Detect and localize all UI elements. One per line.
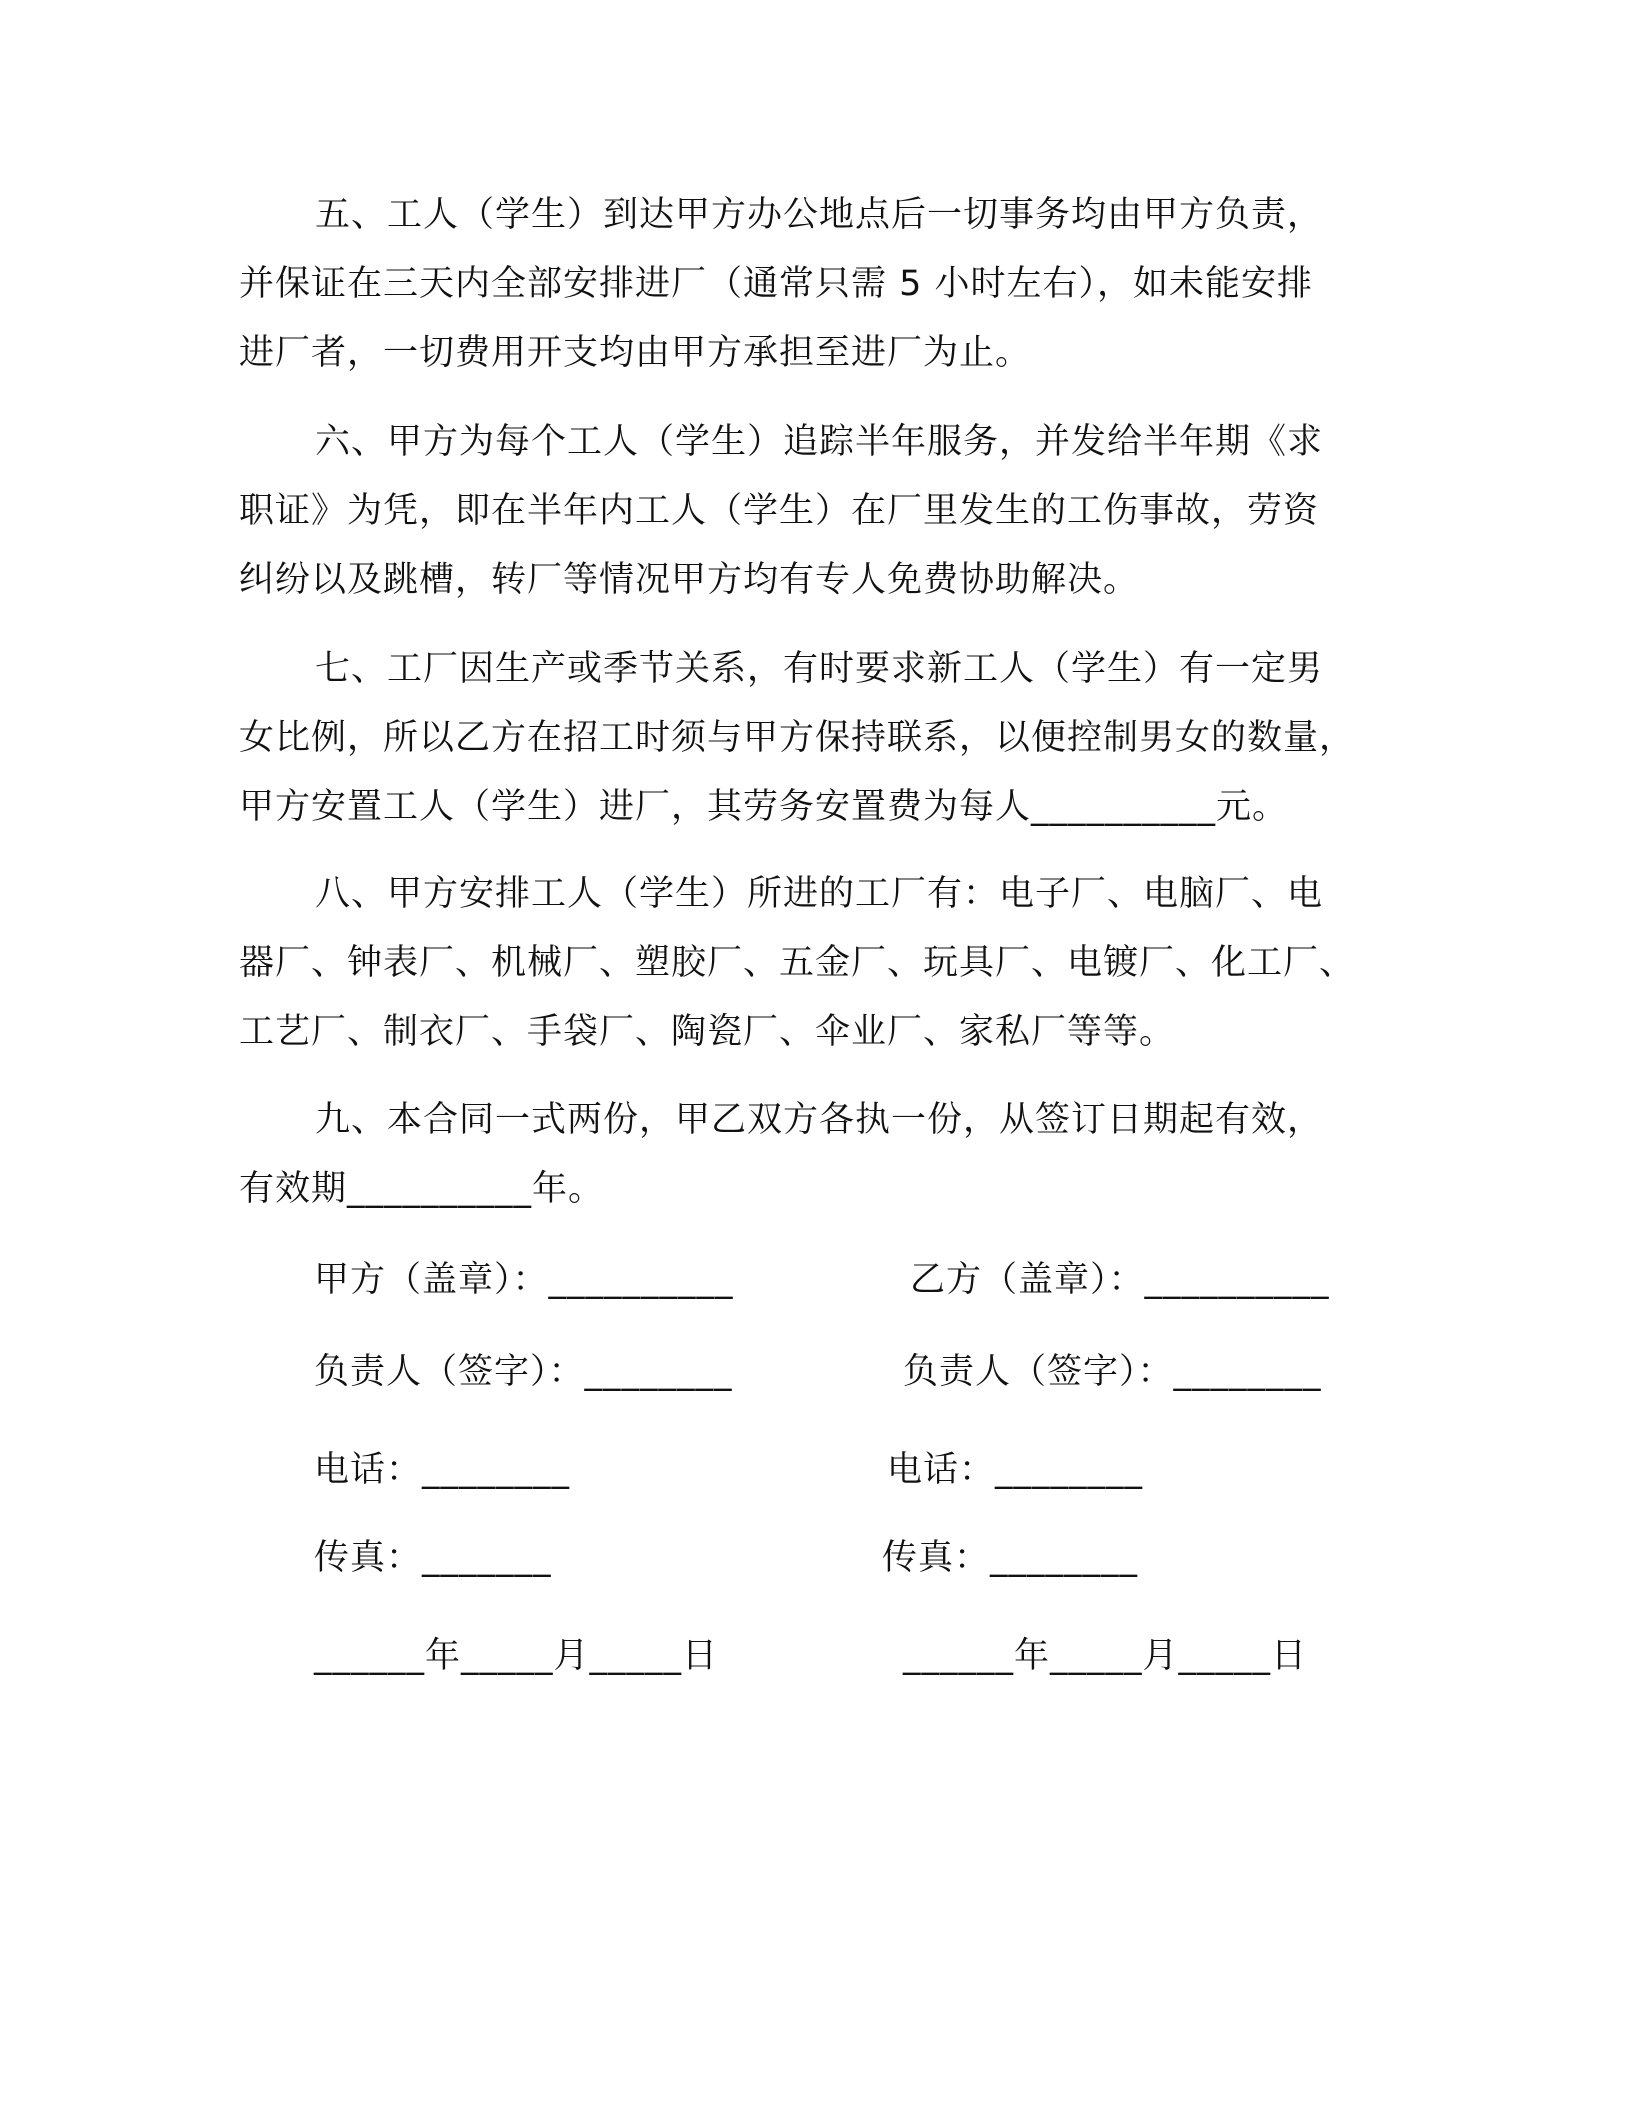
party-b-fax: 传真：________	[882, 1538, 1139, 1578]
clause-five-line-1: 五、工人（学生）到达甲方办公地点后一切事务均由甲方负责，	[315, 195, 1324, 235]
clause-nine-line-1: 九、本合同一式两份，甲乙双方各执一份，从签订日期起有效，	[315, 1100, 1324, 1140]
clause-six-line-1: 六、甲方为每个工人（学生）追踪半年服务，并发给半年期《求	[315, 422, 1324, 462]
clause-eight-line-1: 八、甲方安排工人（学生）所进的工厂有：电子厂、电脑厂、电	[315, 874, 1324, 914]
party-b-phone: 电话：________	[887, 1450, 1144, 1490]
clause-six	[239, 408, 1379, 615]
clause-eight-line-3: 工艺厂、制衣厂、手袋厂、陶瓷厂、伞业厂、家私厂等等。	[239, 1012, 1176, 1052]
clause-seven-line-1: 七、工厂因生产或季节关系，有时要求新工人（学生）有一定男	[315, 649, 1324, 689]
party-b-seal: 乙方（盖章）：__________	[910, 1260, 1330, 1300]
clause-six-line-3: 纠纷以及跳槽，转厂等情况甲方均有专人免费协助解决。	[239, 560, 1140, 600]
clause-nine-line-2: 有效期__________年。	[239, 1169, 605, 1209]
party-b-date: ______年_____月_____日	[903, 1636, 1308, 1676]
party-a-phone: 电话：________	[314, 1450, 571, 1490]
party-b-responsible: 负责人（签字）：________	[903, 1352, 1322, 1392]
clause-five-line-3: 进厂者，一切费用开支均由甲方承担至进厂为止。	[239, 333, 1032, 373]
party-a-responsible: 负责人（签字）：________	[314, 1352, 733, 1392]
party-a-date: ______年_____月_____日	[314, 1636, 719, 1676]
party-a-seal: 甲方（盖章）：__________	[314, 1260, 734, 1300]
party-a-fax: 传真：_______	[314, 1538, 552, 1578]
clause-five	[239, 181, 1379, 388]
clause-seven	[239, 635, 1379, 842]
clause-six-line-2: 职证》为凭，即在半年内工人（学生）在厂里发生的工伤事故，劳资	[239, 491, 1320, 531]
clause-eight	[239, 860, 1379, 1067]
clause-nine	[239, 1086, 1379, 1224]
clause-seven-line-3: 甲方安置工人（学生）进厂，其劳务安置费为每人__________元。	[239, 787, 1289, 827]
clause-eight-line-2: 器厂、钟表厂、机械厂、塑胶厂、五金厂、玩具厂、电镀厂、化工厂、	[239, 943, 1356, 983]
clause-seven-line-2: 女比例，所以乙方在招工时须与甲方保持联系，以便控制男女的数量，	[239, 718, 1356, 758]
clause-five-line-2: 并保证在三天内全部安排进厂（通常只需 5 小时左右），如未能安排	[239, 264, 1314, 304]
